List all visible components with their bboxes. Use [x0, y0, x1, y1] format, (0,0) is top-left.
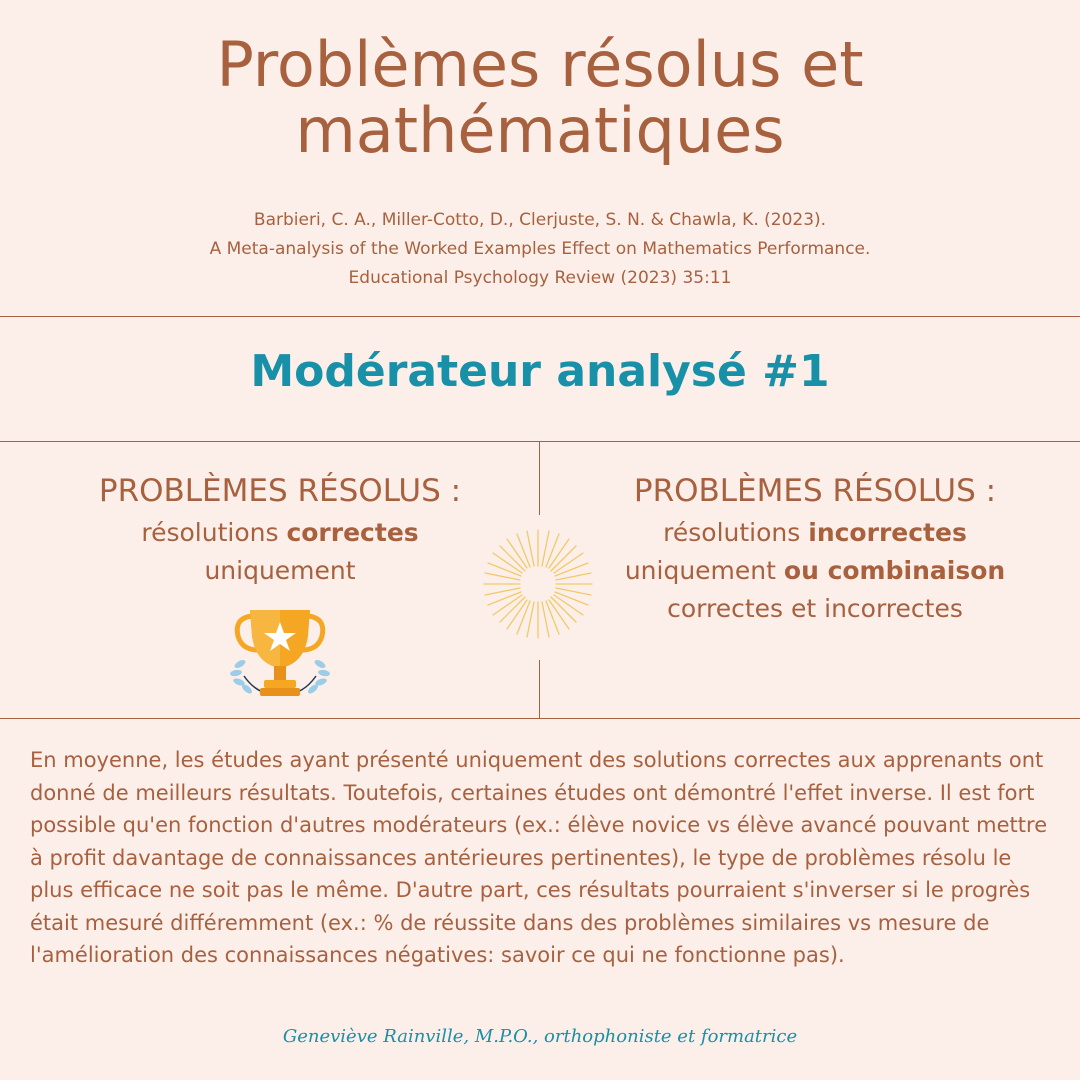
citation-line-1: Barbieri, C. A., Miller-Cotto, D., Clerjuste, S. N. & Chawla, K. (2023).	[253, 210, 827, 230]
summary-paragraph: En moyenne, les études ayant présenté uniquement des solutions correctes aux apprenants ont donné de meilleurs résultats. Toutefois, certaines études ont démontré l'effet inverse. Il est fort possible qu'en fonction d'autres modérateurs (ex.: élève novice vs élève avancé pouvant mettre à profit davantage de connaissances antérieures pertinentes), le type de problèmes résolu le plus efficace ne soit pas le même. D'autre part, ces résultats pourraient s'inverser si le progrès était mesuré différemment (ex.: % de réussite dans des problèmes similaires vs mesure de l'amélioration des connaissances négatives: savoir ce qui ne fonctionne pas).	[30, 748, 1048, 967]
right-text-c: correctes et incorrectes	[667, 594, 963, 623]
title-line-2: mathématiques	[295, 94, 785, 167]
trophy-icon	[228, 606, 332, 704]
citation	[0, 206, 1080, 293]
right-column-heading: PROBLÈMES RÉSOLUS :	[633, 473, 997, 509]
divider-top	[0, 316, 1080, 317]
right-text-bold-1: incorrectes	[808, 518, 967, 547]
moderator-heading: Modérateur analysé #1	[250, 346, 830, 397]
column-divider-lower	[539, 660, 540, 718]
right-text-bold-2: ou combinaison	[783, 556, 1006, 585]
right-column-body	[570, 514, 1060, 628]
author-signature: Geneviève Rainville, M.P.O., orthophoniste et formatrice	[282, 1026, 798, 1047]
right-column	[570, 470, 1060, 628]
divider-middle	[0, 441, 1080, 442]
left-text-a: résolutions	[141, 518, 287, 547]
citation-line-3: Educational Psychology Review (2023) 35:11	[348, 268, 732, 288]
column-divider-upper	[539, 441, 540, 515]
citation-line-2: A Meta-analysis of the Worked Examples Effect on Mathematics Performance.	[209, 239, 871, 259]
page-title	[0, 28, 1080, 167]
left-column	[30, 470, 530, 590]
divider-bottom	[0, 718, 1080, 719]
left-text-b: uniquement	[204, 556, 356, 585]
right-text-a: résolutions	[663, 518, 809, 547]
title-line-1: Problèmes résolus et	[216, 28, 864, 101]
left-column-heading: PROBLÈMES RÉSOLUS :	[98, 473, 462, 509]
left-text-bold: correctes	[286, 518, 419, 547]
left-column-body	[30, 514, 530, 590]
right-text-b: uniquement	[624, 556, 784, 585]
